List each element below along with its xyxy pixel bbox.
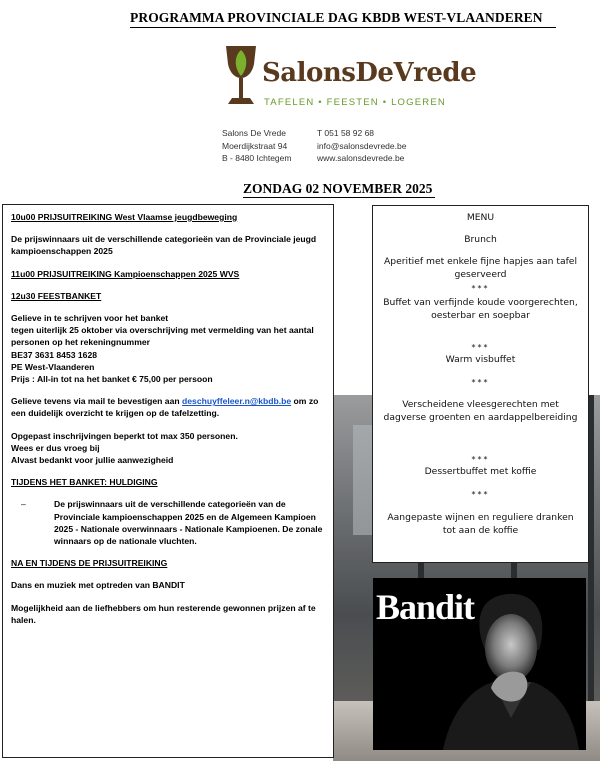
- contact-address: [222, 127, 291, 165]
- glass-leaf-icon: [222, 42, 260, 112]
- account-name: PE West-Vlaanderen: [11, 361, 95, 372]
- program-box: [2, 204, 334, 758]
- menu-box: [372, 205, 589, 563]
- logo-tagline: TAFELEN • FEESTEN • LOGEREN: [264, 97, 446, 108]
- bandit-title: Bandit: [376, 587, 475, 627]
- menu-title: MENU: [466, 212, 495, 223]
- limit-line: Opgepast inschrijvingen beperkt tot max 350 personen.: [11, 430, 238, 441]
- dash-bullet: –: [21, 499, 26, 510]
- menu-separator: ***: [471, 343, 490, 352]
- account-number: BE37 3631 8453 1628: [11, 349, 98, 360]
- performer-portrait-image: [373, 578, 586, 750]
- menu-separator: ***: [471, 378, 490, 387]
- salons-de-vrede-logo: [222, 42, 477, 114]
- program-heading: 10u00 PRIJSUITREIKING West Vlaamse jeugdbeweging: [11, 212, 238, 222]
- price: Prijs : All-in tot na het banket € 75,00 per persoon: [11, 374, 213, 385]
- huldiging-text: De prijswinnaars uit de verschillende categorieën van de Provinciale kampioenschappen 2025 en de Algemeen Kampioen 2025 - Nationale overwinnaars - Nationale Kampioenen. De zonale winnaars op de nationale vluchten.: [54, 499, 323, 547]
- registration-block: [11, 312, 325, 385]
- program-heading: 11u00 PRIJSUITREIKING Kampioenschappen 2025 WVS: [11, 268, 240, 279]
- limit-line: Wees er dus vroeg bij: [11, 442, 100, 453]
- email-link[interactable]: deschuyffeleer.n@kbdb.be: [182, 396, 292, 407]
- menu-item: Aperitief met enkele fijne hapjes aan tafel geserveerd: [383, 256, 578, 280]
- huldiging-item: [11, 498, 325, 547]
- registration-line: Gelieve in te schrijven voor het banket: [11, 313, 169, 324]
- music-line: Dans en muziek met optreden van BANDIT: [11, 580, 185, 591]
- contact-details: [317, 127, 406, 165]
- program-heading: TIJDENS HET BANKET: HULDIGING: [11, 477, 158, 488]
- menu-item: Verscheidene vleesgerechten met dagverse groenten en aardappelbereiding: [383, 399, 578, 423]
- email-address[interactable]: info@salonsdevrede.be: [317, 140, 407, 151]
- address-line: Salons De Vrede: [222, 128, 286, 138]
- closing-line: Mogelijkheid aan de liefhebbers om hun resterende gewonnen prijzen af te halen.: [11, 602, 316, 625]
- phone-number: T 051 58 92 68: [317, 128, 375, 138]
- page-title: PROGRAMMA PROVINCIALE DAG KBDB WEST-VLAANDEREN: [130, 10, 556, 28]
- website[interactable]: www.salonsdevrede.be: [317, 153, 405, 163]
- program-heading: NA EN TIJDENS DE PRIJSUITREIKING: [11, 558, 168, 569]
- menu-item: Warm visbuffet: [445, 354, 516, 365]
- mail-text: om zo een duidelijk overzicht te krijgen op de tafelzetting.: [11, 396, 319, 419]
- mail-confirmation: [11, 395, 325, 419]
- mail-text: Gelieve tevens via mail te bevestigen aan: [11, 396, 183, 407]
- date-heading: ZONDAG 02 NOVEMBER 2025: [243, 181, 435, 198]
- program-heading: 12u30 FEESTBANKET: [11, 290, 102, 301]
- bandit-photo: [373, 578, 586, 750]
- logo-name: SalonsDeVrede: [262, 58, 477, 88]
- menu-item: Dessertbuffet met koffie: [424, 466, 537, 477]
- address-line: Moerdijkstraat 94: [222, 140, 288, 151]
- program-paragraph: De prijswinnaars uit de verschillende categorieën van de Provinciale jeugd kampioenschappen 2025: [11, 234, 317, 257]
- menu-item: Aangepaste wijnen en reguliere dranken tot aan de koffie: [387, 512, 574, 536]
- registration-line: tegen uiterlijk 25 oktober via overschrijving met vermelding van het aantal personen op het rekeningnummer: [11, 325, 314, 348]
- address-line: B - 8480 Ichtegem: [222, 153, 292, 163]
- menu-separator: ***: [471, 284, 490, 293]
- limit-line: Alvast bedankt voor jullie aanwezigheid: [11, 455, 174, 466]
- menu-separator: ***: [471, 455, 490, 464]
- menu-separator: ***: [471, 490, 490, 499]
- menu-item: Brunch: [464, 234, 497, 245]
- menu-item: Buffet van verfijnde koude voorgerechten, oesterbar en soepbar: [383, 297, 578, 321]
- limit-block: [11, 430, 325, 467]
